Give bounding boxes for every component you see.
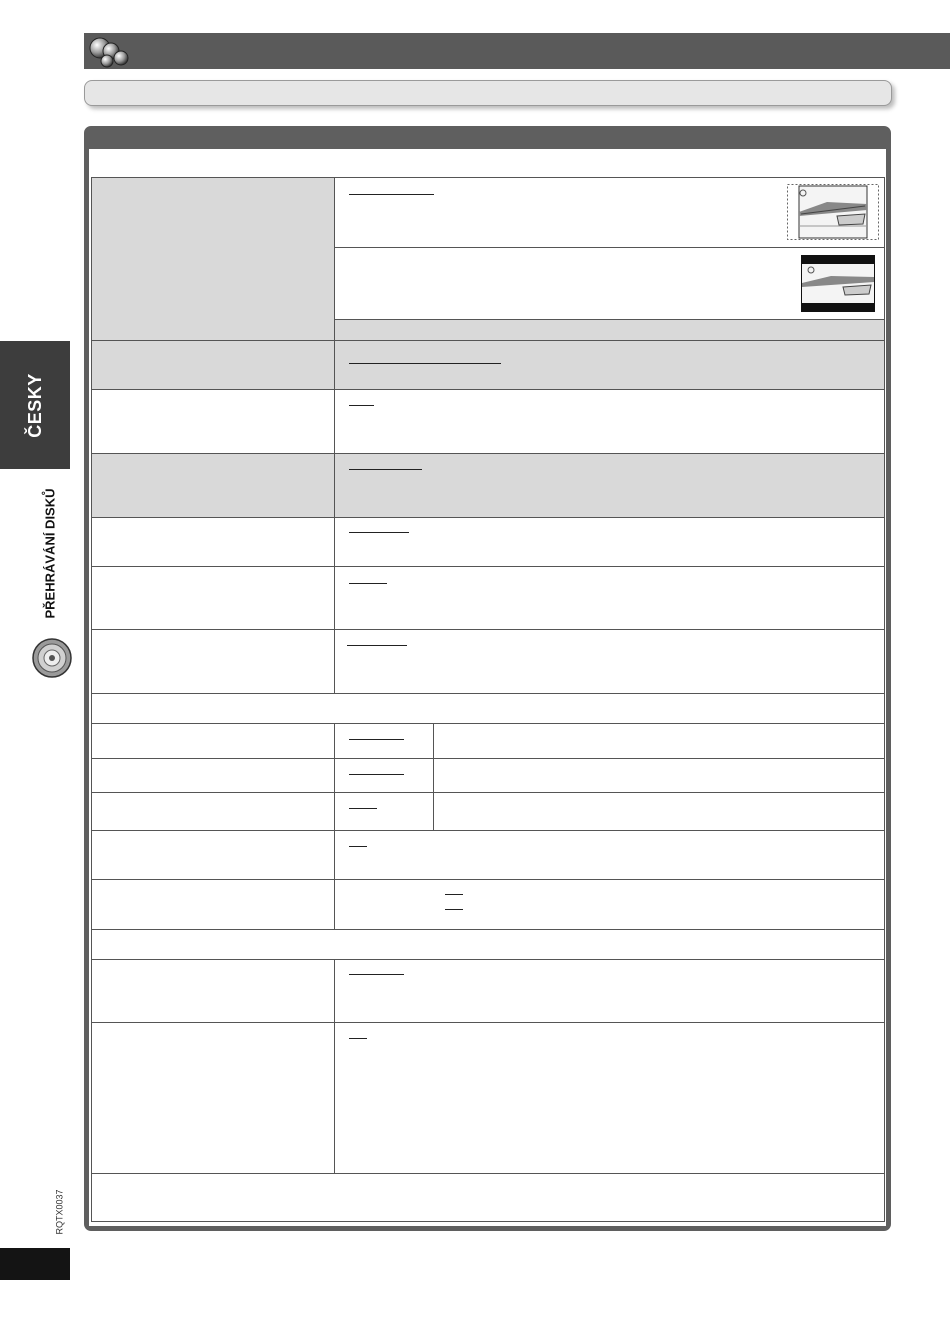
default-value-underline: [349, 194, 434, 195]
page-number-tab: [0, 1248, 70, 1280]
section-label: PŘEHRÁVÁNÍ DISKŮ: [42, 487, 58, 619]
table-row: [91, 879, 884, 929]
gears-icon: [88, 36, 132, 68]
default-value-underline: [349, 583, 387, 584]
table-row: [91, 959, 884, 1022]
section-header-row: [91, 929, 884, 959]
default-value-underline: [349, 846, 367, 847]
subtitle-box: [84, 80, 892, 106]
table-row: [91, 629, 884, 693]
table-row: [91, 792, 884, 830]
section-header-row: [91, 693, 884, 723]
default-value-underline: [347, 645, 407, 646]
letterbox-preview-image: [801, 255, 875, 312]
language-label: ČESKY: [24, 372, 45, 438]
default-value-underline: [349, 469, 422, 470]
disc-icon: [31, 637, 73, 679]
default-value-underline: [445, 894, 463, 895]
default-value-underline: [445, 909, 463, 910]
table-row: [91, 517, 884, 566]
default-value-underline: [349, 974, 404, 975]
table-row: [91, 453, 884, 517]
default-value-underline: [349, 808, 377, 809]
table-row: [91, 566, 884, 629]
pan-scan-preview-image: [787, 184, 879, 240]
title-bar: [84, 33, 950, 69]
default-value-underline: [349, 405, 374, 406]
table-row: [91, 830, 884, 879]
default-value-underline: [349, 774, 404, 775]
doc-code: RQTX0037: [55, 1189, 65, 1235]
table-row: [91, 758, 884, 792]
default-value-underline: [349, 532, 409, 533]
table-row: [91, 389, 884, 453]
default-value-underline: [349, 739, 404, 740]
default-value-underline: [349, 363, 501, 364]
table-row: [91, 1022, 884, 1173]
table-row: [91, 1173, 884, 1222]
table-row: [91, 340, 884, 389]
default-value-underline: [349, 1038, 367, 1039]
table-row: [91, 723, 884, 758]
